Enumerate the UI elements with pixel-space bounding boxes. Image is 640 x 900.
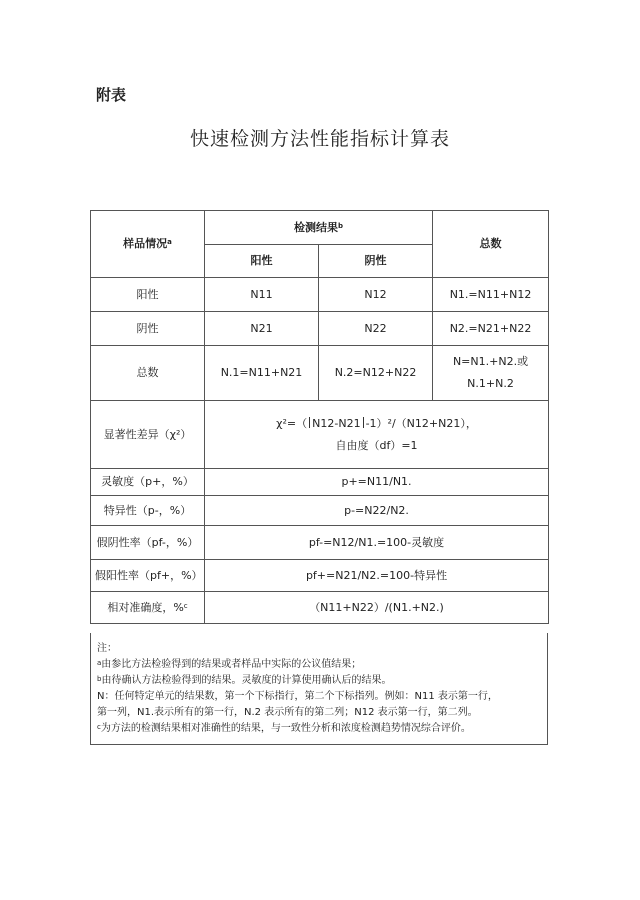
metric-label: 灵敏度（p+，%） <box>91 469 205 496</box>
row-label: 阳性 <box>91 278 205 312</box>
metric-row <box>91 560 549 592</box>
total-formula-line: N=N1.+N2.或 <box>452 355 529 368</box>
metric-value: p-=N22/N2. <box>205 496 549 526</box>
table-row <box>91 278 549 312</box>
chi-label: 显著性差异（χ²） <box>91 401 205 469</box>
total-header: 总数 <box>433 211 549 278</box>
total-formula-line: N.1+N.2 <box>467 377 514 390</box>
metric-label: 假阳性率（pf+，%） <box>91 560 205 592</box>
table-cell: N11 <box>205 278 319 312</box>
row-label: 总数 <box>91 346 205 401</box>
header-row <box>91 211 549 245</box>
positive-header: 阳性 <box>205 245 319 278</box>
note-c: $^c$为方法的检测结果相对准确性的结果，与一致性分析和浓度检测趋势情况综合评价。 <box>97 723 471 734</box>
metric-row <box>91 469 549 496</box>
metric-value: pf+=N21/N2.=100-特异性 <box>205 560 549 592</box>
page-title: 快速检测方法性能指标计算表 <box>189 128 450 150</box>
metric-label: 特异性（p-，%） <box>91 496 205 526</box>
metric-row <box>91 496 549 526</box>
note-n-line1: N：任何特定单元的结果数，第一个下标指行，第二个下标指列。例如：N11 表示第一行， <box>97 691 498 702</box>
table-cell: N.1=N11+N21 <box>205 346 319 401</box>
metric-value: p+=N11/N1. <box>205 469 549 496</box>
result-header: 检测结果$^b$ <box>205 211 433 245</box>
notes-heading: 注： <box>97 643 117 654</box>
table-cell <box>433 346 549 401</box>
notes-box <box>90 633 548 745</box>
table-cell: N1.=N11+N12 <box>433 278 549 312</box>
table-row <box>91 346 549 401</box>
table-cell: N12 <box>319 278 433 312</box>
negative-header: 阴性 <box>319 245 433 278</box>
metric-label: 假阴性率（pf-，%） <box>91 526 205 560</box>
df-line: 自由度（df）=1 <box>335 438 418 452</box>
accuracy-label: 相对准确度，%$^c$ <box>91 592 205 624</box>
appendix-label: 附表 <box>96 86 127 104</box>
table-cell: N2.=N21+N22 <box>433 312 549 346</box>
note-n-line2: 第一列，N1.表示所有的第一行，N.2 表示所有的第二列；N12 表示第一行，第二列。 <box>97 707 478 718</box>
accuracy-value: （N11+N22）/(N1.+N2.) <box>205 592 549 624</box>
table-row <box>91 312 549 346</box>
chi-formula-line: χ²=（ N12-N21 -1）²/（N12+N21）， <box>276 416 477 430</box>
chi-formula <box>205 401 549 469</box>
row-label: 阴性 <box>91 312 205 346</box>
performance-table <box>90 210 549 624</box>
table-cell: N22 <box>319 312 433 346</box>
sample-header: 样品情况$^a$ <box>91 211 205 278</box>
metric-value: pf-=N12/N1.=100-灵敏度 <box>205 526 549 560</box>
chi-row <box>91 401 549 469</box>
metric-row <box>91 526 549 560</box>
table-cell: N21 <box>205 312 319 346</box>
note-b: $^b$由待确认方法检验得到的结果。灵敏度的计算使用确认后的结果。 <box>97 675 392 686</box>
table-cell: N.2=N12+N22 <box>319 346 433 401</box>
accuracy-row <box>91 592 549 624</box>
note-a: $^a$由参比方法检验得到的结果或者样品中实际的公议值结果； <box>97 659 362 670</box>
